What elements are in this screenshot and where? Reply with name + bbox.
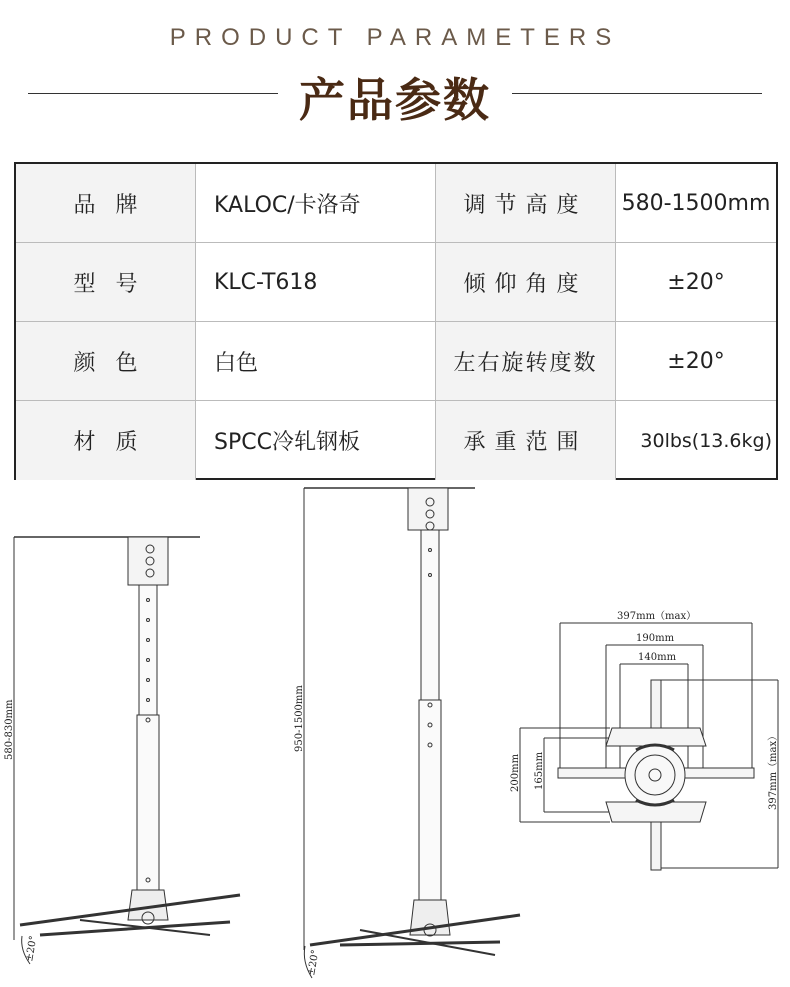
spec-label: 颜色 <box>16 322 196 400</box>
short-mount-height-label: 580-830mm <box>4 699 15 760</box>
spec-label: 型号 <box>16 243 196 321</box>
tall-mount-diagram <box>304 488 520 978</box>
spec-value: 30lbs(13.6kg) <box>640 429 772 452</box>
short-mount-angle-label: ±20° <box>24 934 40 963</box>
spec-value: 580-1500mm <box>621 190 771 216</box>
english-title: PRODUCT PARAMETERS <box>169 24 621 51</box>
spec-value: 白色 <box>196 322 436 400</box>
spec-value: SPCC冷轧钢板 <box>196 401 436 480</box>
spec-value: KLC-T618 <box>196 243 436 321</box>
spec-label: 承重范围 <box>436 401 616 480</box>
bracket-height-165-label: 165mm <box>534 751 545 790</box>
bracket-height-max-label: 397mm（max） <box>768 730 779 810</box>
bracket-width-190-label: 190mm <box>636 633 675 644</box>
bracket-width-max-label: 397mm（max） <box>617 611 697 622</box>
spec-value: KALOC/卡洛奇 <box>196 164 436 242</box>
spec-label: 品牌 <box>16 164 196 242</box>
tall-mount-angle-label: ±20° <box>306 948 322 977</box>
spec-label: 材质 <box>16 401 196 480</box>
bracket-height-200-label: 200mm <box>510 753 521 792</box>
bracket-width-140-label: 140mm <box>638 652 677 663</box>
spec-value: ±20° <box>667 348 725 374</box>
spec-value: ±20° <box>667 269 725 295</box>
spec-label: 调节高度 <box>436 164 616 242</box>
tall-mount-height-label: 950-1500mm <box>294 685 305 752</box>
chinese-title: 产品参数 <box>299 73 491 127</box>
short-mount-diagram <box>14 537 240 964</box>
spec-label: 倾仰角度 <box>436 243 616 321</box>
spec-label: 左右旋转度数 <box>436 322 616 400</box>
